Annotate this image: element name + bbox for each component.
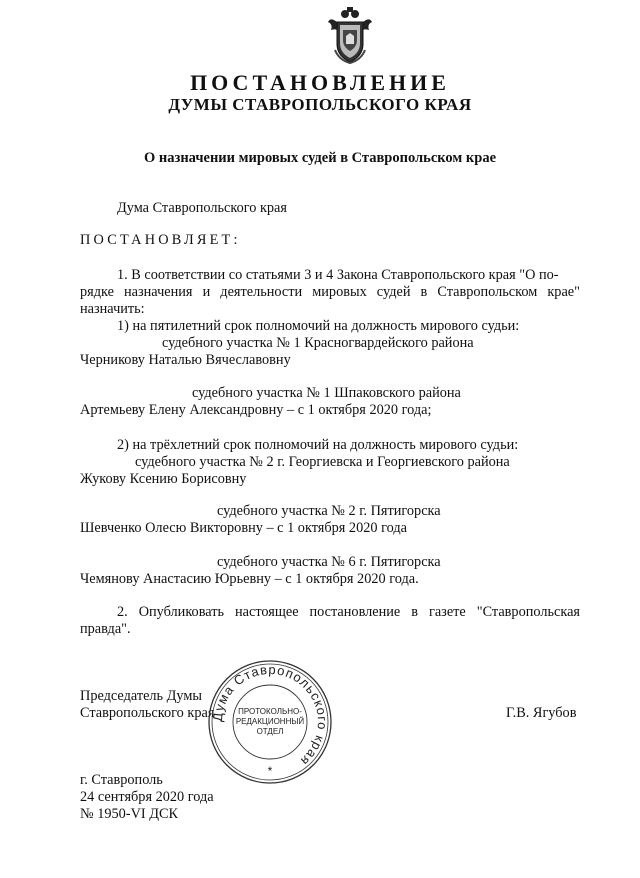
signature-position-line1: Председатель Думы [80,688,203,704]
stamp-center-line1: ПРОТОКОЛЬНО- [238,707,302,716]
stamp-star: * [267,764,273,778]
intro-text: Дума Ставропольского края [117,200,287,216]
sub2-b-district: судебного участка № 2 г. Пятигорска [217,503,441,519]
sub1-label: 1) на пятилетний срок полномочий на должность мирового судьи: [117,318,520,334]
sub2-b-name: Шевченко Олесю Викторовну – с 1 октября 2020 года [80,520,407,536]
signature-position-line2: Ставропольского края [80,705,215,721]
sub1-a-name: Черникову Наталью Вячеславовну [80,352,291,368]
sub1-b-name: Артемьеву Елену Александровну – с 1 октября 2020 года; [80,402,432,418]
footer-number: № 1950-VI ДСК [80,806,179,822]
coat-of-arms-emblem [325,6,375,64]
item2-line2: правда". [80,621,131,637]
signature-name: Г.В. Ягубов [506,705,577,721]
stamp-ring-text: Дума Ставропольского края [209,661,331,770]
document-subtitle: ДУМЫ СТАВРОПОЛЬСКОГО КРАЯ [168,95,472,114]
stamp-center-line2: РЕДАКЦИОННЫЙ [235,717,305,726]
decree-text: ПОСТАНОВЛЯЕТ: [80,232,241,248]
stamp-center-line3: ОТДЕЛ [256,727,284,736]
sub2-a-district: судебного участка № 2 г. Георгиевска и Георгиевского района [135,454,510,470]
sub1-b-district: судебного участка № 1 Шпаковского района [192,385,461,401]
item1-line1: 1. В соответствии со статьями 3 и 4 Закона Ставропольского края "О по- [117,267,559,283]
sub2-a-name: Жукову Ксению Борисовну [80,471,247,487]
sub2-c-name: Чемянову Анастасию Юрьевну – с 1 октября 2020 года. [80,571,419,587]
item1-line2: рядке назначения и деятельности мировых судей в Ставропольском крае" [80,284,580,300]
sub2-label: 2) на трёхлетний срок полномочий на должность мирового судьи: [117,437,519,453]
sub1-a-district: судебного участка № 1 Красногвардейского района [162,335,474,351]
item2-line1: 2. Опубликовать настоящее постановление в газете "Ставропольская [117,604,580,620]
footer-date: 24 сентября 2020 года [80,789,214,805]
official-stamp [206,658,334,786]
sub2-c-district: судебного участка № 6 г. Пятигорска [217,554,441,570]
document-title: ПОСТАНОВЛЕНИЕ [190,70,450,95]
item1-line3: назначить: [80,301,145,317]
footer-city: г. Ставрополь [80,772,163,788]
document-heading: О назначении мировых судей в Ставропольском крае [143,150,497,166]
